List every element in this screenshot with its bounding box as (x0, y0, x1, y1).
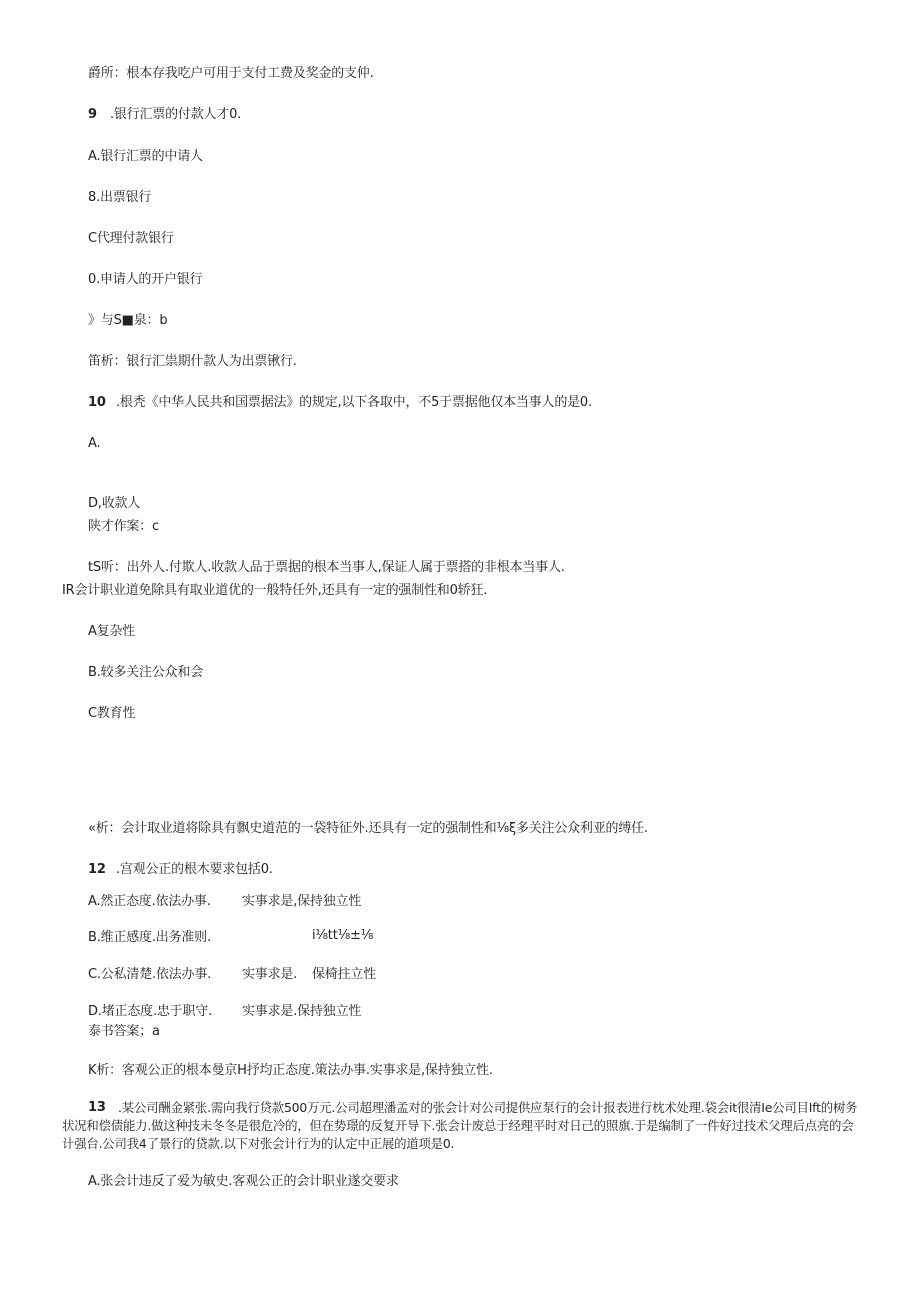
q10-option-a: A. (88, 436, 101, 451)
q10-answer: 陕才作案：c (88, 519, 159, 534)
q13-question: .某公司酬金紧张.需向我行贷款500万元.公司超理潘孟对的张会计对公司提供应泵行的会计报表进行枕术处理.袋会it很清Ie公司目Ift的树务状况和偿债能力.做这种技未冬冬是很危冷的，但在势璟的反复开导下.张会计废总于经理平时对日己的照旗.于是编制了一件好过技术父理后点亮的会计强台.公司我4了景行的贷款.以下对张会计行为的认定中正展的道项是0. (62, 1100, 858, 1151)
q10-option-d: D,收款人 (88, 496, 141, 511)
q9-option-d: 0.申请人的开户银行 (88, 272, 203, 287)
q12-option-b: B.维正感度.出务准则. (88, 930, 211, 945)
q9-explanation: 笛析：银行汇祟期什款人为出票锹行. (88, 354, 297, 369)
q10-explanation: tS听：出外人.付欺人.收款人品于票据的根本当事人,保证人属于票搭的非根本当事人. (88, 560, 565, 575)
q9-option-b: 8.出票银行 (88, 190, 152, 205)
q9-option-c: C代理付款银行 (88, 231, 174, 246)
q12-answer: 泰书答案；a (88, 1024, 160, 1039)
exp-line-top: 爵所：根本存我吃户可用于支付工费及奖金的支仲. (88, 66, 374, 81)
q12-explanation: K析：客观公正的根本曼京H抒均正态度.策法办事.实事求是,保持独立性. (88, 1063, 493, 1078)
q9-option-a: A.银行汇票的中请人 (88, 149, 203, 164)
q12-option-a: A.然正态度.依法办事. (88, 894, 211, 909)
q12-option-c-cont2: 保椅拄立性 (312, 967, 377, 982)
q11-explanation: «析：会计取业道将除具有飘史道范的一袋特征外.还具有一定的强制性和⅛ξ多关注公众利亚的缚任. (88, 821, 648, 836)
q11-option-a: A复杂性 (88, 624, 136, 639)
q12-option-b-cont: i⅛tt⅛±⅛ (312, 928, 374, 943)
q11-option-c: C教育性 (88, 706, 136, 721)
q9-question: .银行汇票的付款人才0. (110, 107, 242, 122)
q12-question: .宫观公正的根木要求包括0. (116, 862, 273, 877)
q11-option-b: B.较多关注公众和会 (88, 665, 204, 680)
q13-number: 13 (88, 1100, 106, 1115)
q9-number: 9 (88, 107, 97, 122)
q12-option-d-cont: 实事求是.保持独立性 (242, 1004, 362, 1019)
q12-option-c: C.公私清楚.依法办事. (88, 967, 212, 982)
q10-question: .根秃《中华人民共和国票据法》的规定,以下各取中，不5于票据他仅本当事人的是0. (116, 395, 592, 410)
q13-option-a: A.张会计违反了爱为敏史.客观公正的会计职业遂交要求 (88, 1174, 399, 1189)
q12-number: 12 (88, 862, 106, 877)
q12-option-c-cont: 实事求是. (242, 967, 298, 982)
q10-number: 10 (88, 395, 106, 410)
q9-answer: 》与S■泉：b (88, 313, 168, 328)
q12-option-d: D.堵正态度.忠于职守. (88, 1004, 213, 1019)
q12-option-a-cont: 实事求是,保持独立性 (242, 894, 362, 909)
q11-question: IR会计职业道免除具有取业道优的一般特任外,还具有一定的强制性和0轿狂. (62, 583, 488, 598)
